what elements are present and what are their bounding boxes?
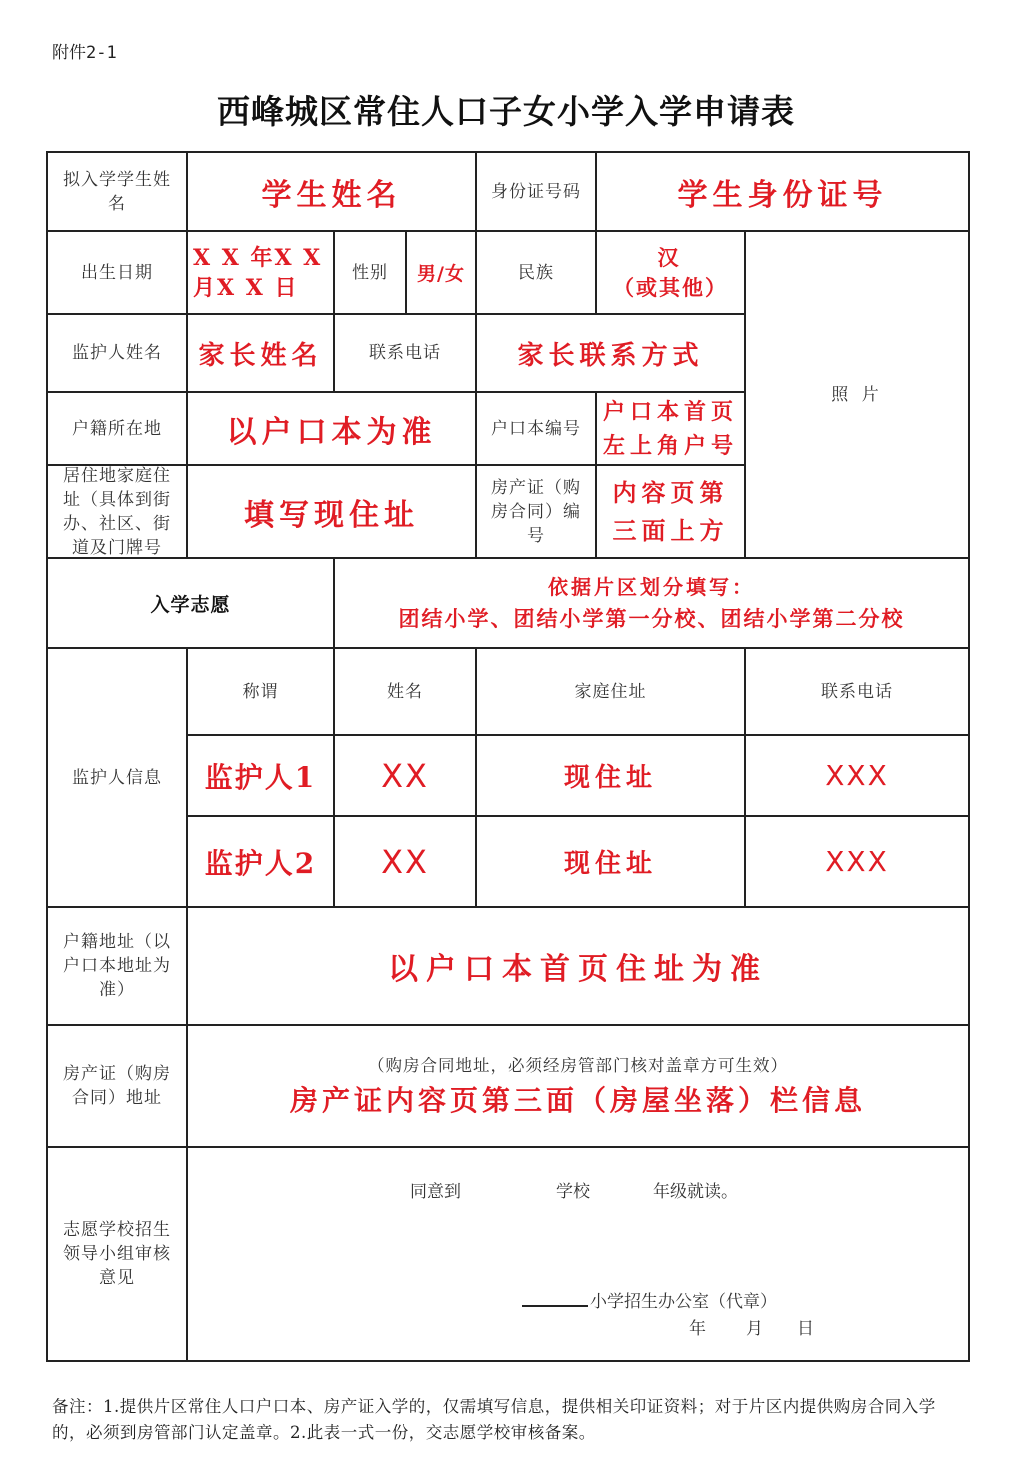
hukou-location-field[interactable]: 以户口本为准: [226, 414, 437, 450]
property-address-field[interactable]: [187, 1025, 969, 1147]
school-choice-line2: 团结小学、团结小学第一分校、团结小学第二分校: [398, 606, 905, 631]
label-gender: 性别: [352, 262, 388, 283]
guardian1-address[interactable]: 现住址: [563, 763, 657, 793]
col-header-address: 家庭住址: [574, 681, 647, 702]
ethnicity-field[interactable]: [596, 231, 745, 314]
guardian2-name[interactable]: XX: [381, 842, 429, 881]
review-month: 月: [746, 1319, 763, 1339]
label-birth-date: 出生日期: [81, 262, 153, 283]
review-year: 年: [689, 1319, 706, 1339]
label-property-address: 房产证（购房合同）地址: [63, 1064, 171, 1108]
label-ethnicity: 民族: [518, 262, 554, 283]
label-residence: 居住地家庭住址（具体到街办、社区、街道及门牌号: [63, 465, 171, 558]
review-day: 日: [797, 1319, 814, 1339]
hukou-address-field[interactable]: 以户口本首页住址为准: [388, 952, 768, 987]
label-student-name: 拟入学学生姓名: [63, 169, 171, 214]
gender-field[interactable]: 男/女: [417, 263, 465, 285]
label-school-choice: 入学志愿: [150, 593, 231, 616]
review-agree: 同意到: [410, 1182, 461, 1202]
guardian2-phone[interactable]: XXX: [825, 845, 889, 878]
label-hukou-address: 户籍地址（以户口本地址为准）: [63, 932, 171, 1000]
review-school: 学校: [556, 1182, 590, 1202]
ethnicity-line1: 汉: [657, 244, 684, 270]
col-header-name: 姓名: [387, 681, 423, 702]
guardian1-relation[interactable]: 监护人1: [204, 760, 317, 794]
student-name-field[interactable]: 学生姓名: [261, 177, 402, 213]
label-hukou-location: 户籍所在地: [72, 418, 162, 439]
school-choice-field[interactable]: [334, 558, 969, 648]
contact-phone-field[interactable]: 家长联系方式: [517, 340, 704, 371]
review-office: 小学招生办公室（代章）: [590, 1292, 777, 1312]
property-cert-line1: 内容页第: [612, 477, 729, 507]
photo-placeholder[interactable]: 照 片: [831, 384, 883, 405]
label-review: 志愿学校招生领导小组审核意见: [63, 1220, 171, 1288]
birth-date-field[interactable]: [187, 231, 334, 314]
ethnicity-line2: （或其他）: [613, 274, 728, 300]
property-cert-field[interactable]: [596, 465, 745, 558]
guardian-name-field[interactable]: 家长姓名: [198, 340, 323, 371]
id-number-field[interactable]: 学生身份证号: [677, 177, 888, 213]
hukou-number-field[interactable]: [596, 392, 745, 465]
property-address-note: （购房合同地址，必须经房管部门核对盖章方可生效）: [368, 1056, 788, 1075]
label-guardian-name: 监护人姓名: [72, 343, 162, 363]
property-address-value: 房产证内容页第三面（房屋坐落）栏信息: [289, 1084, 866, 1117]
school-choice-line1: 依据片区划分填写：: [548, 575, 755, 599]
hukou-number-line1: 户口本首页: [602, 398, 738, 425]
birth-date-line2: 月X X 日: [193, 274, 299, 301]
guardian2-relation[interactable]: 监护人2: [204, 846, 317, 880]
guardian1-phone[interactable]: XXX: [825, 759, 889, 792]
guardian2-address[interactable]: 现住址: [563, 849, 657, 879]
col-header-relation: 称谓: [242, 681, 279, 702]
col-header-phone: 联系电话: [821, 681, 893, 702]
footer-note: 备注：1.提供片区常住人口户口本、房产证入学的，仅需填写信息，提供相关印证资料；对于片区内提供购房合同入学的，必须到房管部门认定盖章。2.此表一式一份，交志愿学校审核备案。: [52, 1397, 936, 1442]
attachment-number: 附件2-1: [52, 43, 117, 63]
label-contact-phone: 联系电话: [369, 343, 441, 363]
page-title: 西峰城区常住人口子女小学入学申请表: [217, 92, 795, 131]
residence-field[interactable]: 填写现住址: [244, 497, 419, 533]
label-hukou-number: 户口本编号: [491, 418, 581, 439]
review-grade: 年级就读。: [653, 1182, 738, 1202]
review-signature-line[interactable]: [522, 1305, 588, 1307]
label-guardian-info: 监护人信息: [72, 767, 162, 788]
hukou-number-line2: 左上角户号: [602, 432, 738, 459]
birth-date-line1: X X 年X X: [193, 244, 323, 271]
property-cert-line2: 三面上方: [612, 515, 729, 545]
label-property-cert: 房产证（购房合同）编号: [491, 477, 581, 546]
label-id-number: 身份证号码: [491, 181, 581, 202]
guardian1-name[interactable]: XX: [381, 756, 429, 795]
